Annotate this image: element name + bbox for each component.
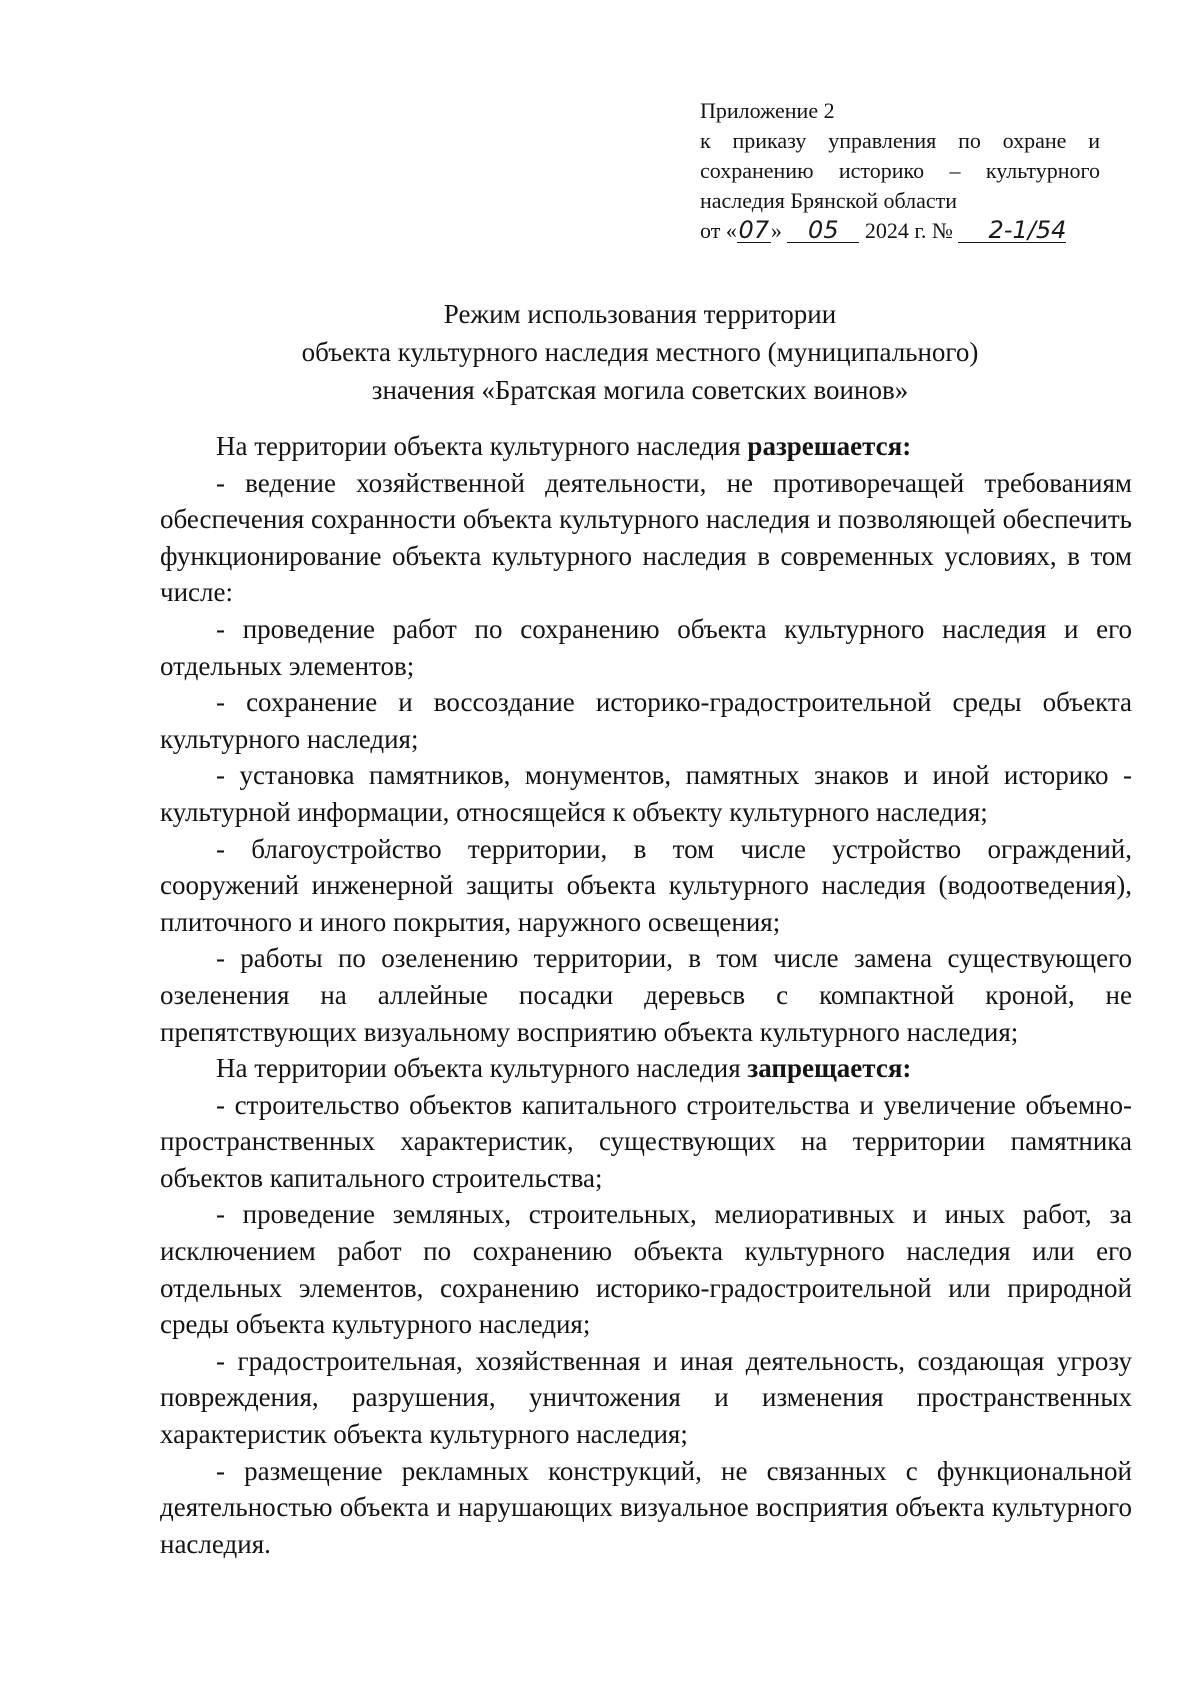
date-prefix: от «: [700, 218, 737, 243]
document-body: [160, 428, 1132, 1562]
prohibited-item: - градостроительная, хозяйственная и иная деятельность, создающая угрозу повреждения, разрушения, уничтожения и изменения пространственных характеристик объекта культурного наследия;: [160, 1345, 1132, 1450]
prohibited-item: - проведение земляных, строительных, мелиоративных и иных работ, за исключением работ по сохранению объекта культурного наследия или его отдельных элементов, сохранению историко-градостроительной или природной среды объекта культурного наследия;: [160, 1199, 1132, 1340]
allowed-heading: [160, 428, 1132, 465]
prohibited-item: - размещение рекламных конструкций, не связанных с функциональной деятельностью объекта и нарушающих визуальное восприятия объекта культурного наследия.: [160, 1455, 1132, 1559]
title-line-2: объекта культурного наследия местного (муниципального): [301, 337, 979, 367]
allowed-item: - ведение хозяйственной деятельности, не противоречащей требованиям обеспечения сохранности объекта культурного наследия и позволяющей обеспечить функционирование объекта культурного наследия в современных условиях, в том числе:: [160, 467, 1132, 608]
date-mid: »: [770, 218, 782, 243]
allowed-item: - благоустройство территории, в том числе устройство ограждений, сооружений инженерной защиты объекта культурного наследия (водоотведения), плиточного и иного покрытия, наружного освещения;: [160, 833, 1132, 937]
title-line-1: Режим использования территории: [443, 299, 837, 329]
document-title: [160, 295, 1120, 409]
prohibited-keyword: запрещается:: [747, 1053, 912, 1084]
allowed-item: - работы по озеленению территории, в том числе замена существующего озеленения на аллейные посадки деревьсв с компактной кроной, не препятствующих визуальному восприятию объекта культурного наследия;: [160, 943, 1132, 1047]
prohibited-heading: [160, 1050, 1132, 1087]
appendix-order-line: к приказу управления по охране и: [700, 128, 1100, 153]
title-line-3: значения «Братская могила советских воинов»: [371, 375, 909, 405]
year-and-number-label: 2024 г. №: [864, 218, 953, 243]
handwritten-order-number: 2-1/54: [958, 218, 1066, 243]
appendix-region-line: наследия Брянской области: [700, 188, 958, 213]
prohibited-item: - строительство объектов капитального строительства и увеличение объемно-пространственных характеристик, существующих на территории памятника объектов капитального строительства;: [160, 1089, 1132, 1193]
handwritten-day: 07: [738, 216, 770, 244]
allowed-keyword: разрешается:: [747, 431, 912, 461]
handwritten-month: 05: [787, 218, 859, 243]
appendix-label: Приложение 2: [700, 98, 835, 123]
order-date-line: [700, 216, 1100, 246]
appendix-header: [700, 96, 1100, 246]
prohibited-intro: На территории объекта культурного наследия: [216, 1053, 741, 1084]
allowed-item: - проведение работ по сохранению объекта культурного наследия и его отдельных элементов;: [160, 613, 1132, 681]
allowed-item: - сохранение и воссоздание историко-градостроительной среды объекта культурного наследия;: [160, 687, 1132, 754]
allowed-intro: На территории объекта культурного наследия: [216, 431, 741, 461]
appendix-authority-line: сохранению историко – культурного: [700, 158, 1100, 183]
allowed-item: - установка памятников, монументов, памятных знаков и иной историко - культурной информации, относящейся к объекту культурного наследия;: [160, 760, 1132, 827]
